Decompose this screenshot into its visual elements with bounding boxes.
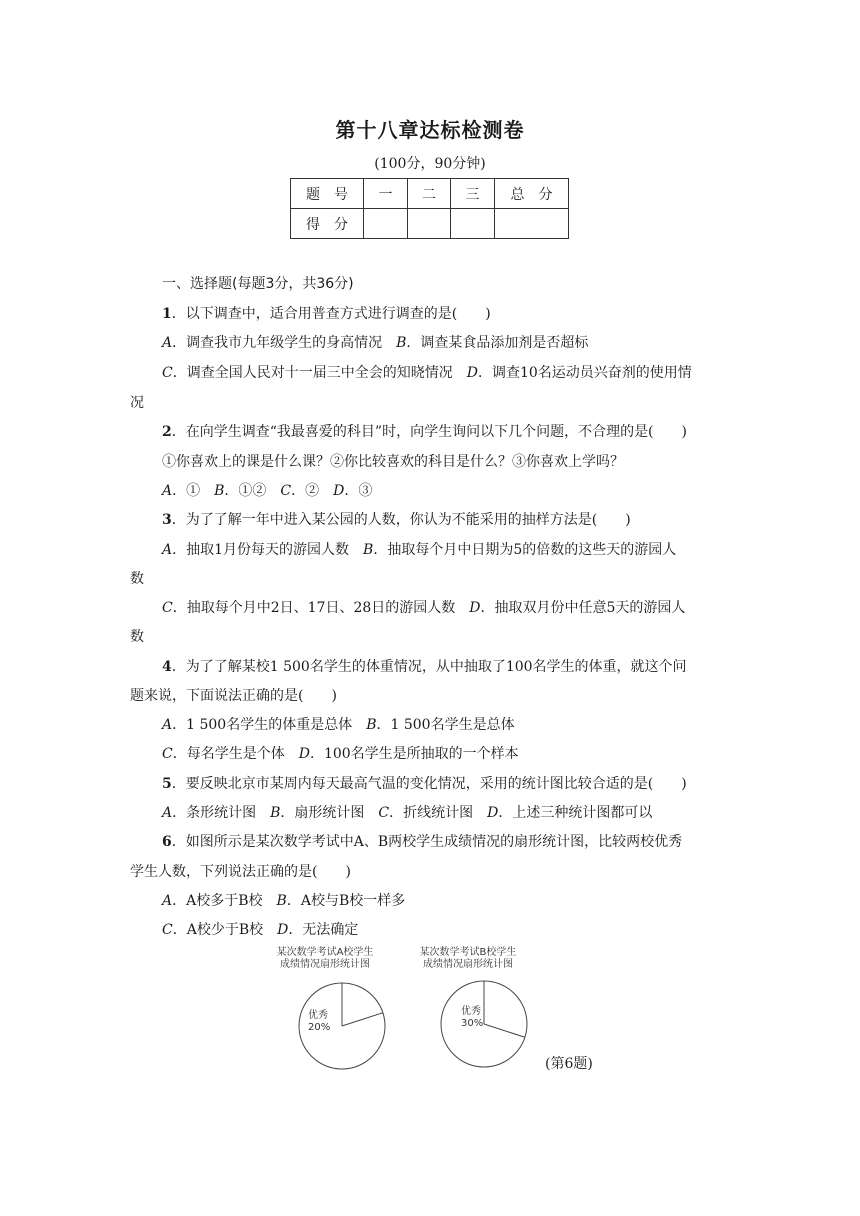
option-letter: C xyxy=(162,600,173,616)
pie-b-slice-edge xyxy=(484,1024,525,1037)
pie-a-slice-value: 20% xyxy=(308,1022,331,1033)
option-letter: A xyxy=(162,542,173,558)
question-number: 4 xyxy=(162,659,172,675)
question-text: ．以下调查中，适合用普查方式进行调查的是( ) xyxy=(171,306,491,322)
option-letter: D xyxy=(469,600,481,616)
option-text: ．无法确定 xyxy=(288,922,359,938)
question-line xyxy=(162,891,405,911)
option-letter: B xyxy=(396,335,407,351)
question-text: ．要反映北京市某周内每天最高气温的变化情况，采用的统计图比较合适的是( ) xyxy=(171,776,687,792)
option-text: ．A校与B校一样多 xyxy=(286,893,406,909)
score-input-cell[interactable] xyxy=(364,209,408,239)
question-number: 1 xyxy=(162,306,172,322)
question-line xyxy=(130,393,144,413)
table-cell: 二 xyxy=(408,179,451,209)
question-text: ．为了了解一年中进入某公园的人数，你认为不能采用的抽样方法是( ) xyxy=(171,512,631,528)
question-line xyxy=(162,920,358,940)
table-cell: 一 xyxy=(364,179,408,209)
question-text: 学生人数，下列说法正确的是( ) xyxy=(130,864,351,880)
exam-info: (100分，90分钟) xyxy=(374,156,486,172)
option-letter: B xyxy=(366,717,377,733)
score-input-cell[interactable] xyxy=(408,209,451,239)
question-line xyxy=(162,598,685,618)
question-text: 数 xyxy=(130,629,144,645)
question-line xyxy=(130,862,351,882)
pie-b-caption-line1: 某次数学考试B校学生 xyxy=(419,947,517,958)
question-line xyxy=(130,627,144,647)
option-letter: C xyxy=(162,365,173,381)
score-input-cell[interactable] xyxy=(495,209,569,239)
question-line xyxy=(162,363,692,383)
page-title: 第十八章达标检测卷 xyxy=(335,118,525,142)
option-letter: A xyxy=(162,335,173,351)
question-number: 6 xyxy=(162,834,172,850)
option-letter: D xyxy=(277,922,289,938)
question-line xyxy=(162,744,519,764)
question-number: 3 xyxy=(162,512,172,528)
option-letter: D xyxy=(333,483,345,499)
question-text: ．① xyxy=(172,483,215,499)
option-letter: B xyxy=(276,893,287,909)
option-text: ．折线统计图 xyxy=(389,805,488,821)
pie-a xyxy=(299,983,385,1069)
table-row xyxy=(291,179,569,209)
question-text: ．为了了解某校1 500名学生的体重情况，从中抽取了100名学生的体重，就这个问 xyxy=(171,659,687,675)
pie-a-caption-line2: 成绩情况扇形统计图 xyxy=(280,959,370,970)
question-line xyxy=(162,510,631,530)
pie-chart-figure xyxy=(270,940,610,1070)
pie-b-slice-value: 30% xyxy=(461,1018,484,1029)
question-line xyxy=(130,686,337,706)
question-line xyxy=(162,333,588,353)
question-text: ．1 500名学生的体重是总体 xyxy=(172,717,367,733)
table-row xyxy=(291,209,569,239)
table-cell: 题 号 xyxy=(291,179,364,209)
table-cell: 三 xyxy=(451,179,495,209)
option-letter: A xyxy=(162,483,173,499)
option-text: ．调查10名运动员兴奋剂的使用情 xyxy=(477,365,692,381)
question-number: 2 xyxy=(162,424,172,440)
option-text: ．抽取每个月中日期为5的倍数的这些天的游园人 xyxy=(373,542,677,558)
question-text: 题来说，下面说法正确的是( ) xyxy=(130,688,337,704)
option-letter: D xyxy=(298,746,310,762)
question-line xyxy=(162,422,687,442)
option-text: ．③ xyxy=(344,483,373,499)
option-letter: C xyxy=(378,805,390,821)
option-letter: C xyxy=(162,746,173,762)
question-text: ．每名学生是个体 xyxy=(172,746,299,762)
pie-a-caption-line1: 某次数学考试A校学生 xyxy=(276,947,374,958)
section-heading: 一、选择题(每题3分，共36分) xyxy=(162,276,354,292)
question-line xyxy=(162,540,676,560)
pie-b-caption-line2: 成绩情况扇形统计图 xyxy=(423,959,513,970)
option-text: ．② xyxy=(291,483,334,499)
question-line xyxy=(162,452,624,472)
question-text: 况 xyxy=(130,395,144,411)
option-text: ．抽取双月份中任意5天的游园人 xyxy=(480,600,686,616)
table-cell: 得 分 xyxy=(291,209,364,239)
option-text: ．1 500名学生是总体 xyxy=(376,717,515,733)
option-letter: B xyxy=(214,483,225,499)
question-text: 数 xyxy=(130,571,144,587)
option-letter: C xyxy=(280,483,292,499)
pie-a-slice-label: 优秀 xyxy=(308,1010,328,1021)
option-text: ．100名学生是所抽取的一个样本 xyxy=(309,746,519,762)
question-text: ．调查我市九年级学生的身高情况 xyxy=(172,335,397,351)
question-number: 5 xyxy=(162,776,172,792)
question-text: ．抽取每个月中2日、17日、28日的游园人数 xyxy=(172,600,470,616)
option-letter: D xyxy=(466,365,478,381)
question-text: ．A校少于B校 xyxy=(172,922,278,938)
question-text: ．条形统计图 xyxy=(172,805,271,821)
question-line xyxy=(162,481,372,501)
table-cell: 总 分 xyxy=(495,179,569,209)
question-text: ．在向学生调查“我最喜爱的科目”时，向学生询问以下几个问题，不合理的是( ) xyxy=(171,424,687,440)
pie-a-slice-edge xyxy=(342,1013,383,1026)
option-text: ．调查某食品添加剂是否超标 xyxy=(406,335,589,351)
question-line xyxy=(162,774,687,794)
question-text: ．抽取1月份每天的游园人数 xyxy=(172,542,364,558)
question-line xyxy=(130,569,144,589)
pie-b-slice-label: 优秀 xyxy=(461,1006,481,1017)
option-letter: B xyxy=(270,805,281,821)
option-letter: D xyxy=(487,805,499,821)
question-line xyxy=(162,304,491,324)
score-input-cell[interactable] xyxy=(451,209,495,239)
question-line xyxy=(162,803,652,823)
question-text: ①你喜欢上的课是什么课？②你比较喜欢的科目是什么？③你喜欢上学吗？ xyxy=(162,454,624,470)
pie-charts-svg xyxy=(270,940,610,1070)
option-text: ．扇形统计图 xyxy=(280,805,379,821)
question-line xyxy=(162,657,687,677)
option-letter: A xyxy=(162,717,173,733)
question-line xyxy=(162,715,515,735)
question-text: ．调查全国人民对十一届三中全会的知晓情况 xyxy=(172,365,467,381)
figure-label: (第6题) xyxy=(545,1056,593,1072)
option-letter: B xyxy=(363,542,374,558)
option-letter: A xyxy=(162,893,173,909)
question-text: ．如图所示是某次数学考试中A、B两校学生成绩情况的扇形统计图，比较两校优秀 xyxy=(171,834,683,850)
question-line xyxy=(162,832,682,852)
score-table xyxy=(290,178,569,239)
option-text: ．①② xyxy=(224,483,281,499)
question-text: ．A校多于B校 xyxy=(172,893,277,909)
option-text: ．上述三种统计图都可以 xyxy=(498,805,653,821)
option-letter: A xyxy=(162,805,173,821)
option-letter: C xyxy=(162,922,173,938)
pie-b xyxy=(441,981,527,1067)
